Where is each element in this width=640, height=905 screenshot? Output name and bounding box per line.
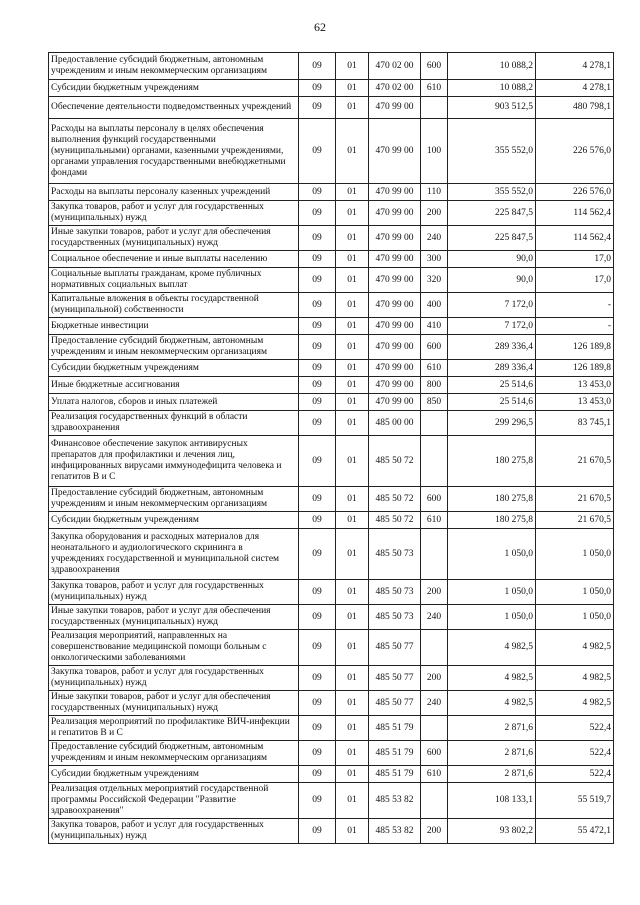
table-row [49,318,614,335]
planned-amount-cell: 4 982,5 [448,630,536,666]
expense-type-cell: 100 [421,119,448,184]
expense-type-cell: 600 [421,487,448,512]
section-code-cell: 09 [299,487,336,512]
executed-amount-cell: - [536,293,614,318]
planned-amount-cell: 108 133,1 [448,783,536,819]
planned-amount-cell: 25 514,6 [448,394,536,411]
target-article-cell: 470 99 00 [369,394,421,411]
expense-name-cell: Иные бюджетные ассигнования [49,377,299,394]
executed-amount-cell: 4 278,1 [536,80,614,97]
planned-amount-cell: 2 871,6 [448,766,536,783]
executed-amount-cell: 114 562,4 [536,226,614,251]
subsection-code-cell: 01 [336,691,369,716]
table-row [49,201,614,226]
expense-type-cell [421,436,448,487]
subsection-code-cell: 01 [336,226,369,251]
target-article-cell: 470 99 00 [369,226,421,251]
planned-amount-cell: 225 847,5 [448,226,536,251]
section-code-cell: 09 [299,716,336,741]
target-article-cell: 485 50 77 [369,666,421,691]
subsection-code-cell: 01 [336,487,369,512]
expense-type-cell: 200 [421,819,448,844]
expense-name-cell: Реализация мероприятий, направленных на совершенствование медицинской помощи больным с онкологическими заболеваниями [49,630,299,666]
subsection-code-cell: 01 [336,666,369,691]
table-row [49,716,614,741]
subsection-code-cell: 01 [336,436,369,487]
expense-type-cell [421,783,448,819]
target-article-cell: 485 50 72 [369,512,421,529]
section-code-cell: 09 [299,119,336,184]
executed-amount-cell: 1 050,0 [536,580,614,605]
table-row [49,487,614,512]
table-row [49,97,614,119]
table-row [49,766,614,783]
target-article-cell: 470 99 00 [369,184,421,201]
table-row [49,529,614,580]
section-code-cell: 09 [299,226,336,251]
expense-type-cell [421,411,448,436]
expense-name-cell: Субсидии бюджетным учреждениям [49,512,299,529]
target-article-cell: 470 99 00 [369,335,421,360]
expense-name-cell: Социальное обеспечение и иные выплаты населению [49,251,299,268]
table-row [49,119,614,184]
planned-amount-cell: 2 871,6 [448,716,536,741]
target-article-cell: 485 50 77 [369,630,421,666]
expense-type-cell: 240 [421,226,448,251]
executed-amount-cell: 4 278,1 [536,53,614,80]
expense-type-cell [421,630,448,666]
section-code-cell: 09 [299,783,336,819]
planned-amount-cell: 25 514,6 [448,377,536,394]
expense-name-cell: Субсидии бюджетным учреждениям [49,80,299,97]
expense-name-cell: Предоставление субсидий бюджетным, автономным учреждениям и иным некоммерческим организациям [49,335,299,360]
section-code-cell: 09 [299,268,336,293]
expense-name-cell: Предоставление субсидий бюджетным, автономным учреждениям и иным некоммерческим организациям [49,487,299,512]
table-row [49,691,614,716]
expense-name-cell: Предоставление субсидий бюджетным, автономным учреждениям и иным некоммерческим организациям [49,53,299,80]
executed-amount-cell: 55 519,7 [536,783,614,819]
expense-name-cell: Реализация государственных функций в области здравоохранения [49,411,299,436]
planned-amount-cell: 4 982,5 [448,666,536,691]
section-code-cell: 09 [299,394,336,411]
table-row [49,783,614,819]
expense-name-cell: Бюджетные инвестиции [49,318,299,335]
subsection-code-cell: 01 [336,819,369,844]
executed-amount-cell: 21 670,5 [536,436,614,487]
target-article-cell: 485 50 73 [369,605,421,630]
subsection-code-cell: 01 [336,377,369,394]
executed-amount-cell: 226 576,0 [536,119,614,184]
executed-amount-cell: 126 189,8 [536,335,614,360]
expense-type-cell: 600 [421,741,448,766]
executed-amount-cell: 17,0 [536,268,614,293]
subsection-code-cell: 01 [336,529,369,580]
expense-name-cell: Закупка товаров, работ и услуг для государственных (муниципальных) нужд [49,666,299,691]
expense-type-cell: 320 [421,268,448,293]
subsection-code-cell: 01 [336,335,369,360]
planned-amount-cell: 903 512,5 [448,97,536,119]
section-code-cell: 09 [299,605,336,630]
section-code-cell: 09 [299,436,336,487]
executed-amount-cell: 522,4 [536,766,614,783]
target-article-cell: 485 50 73 [369,529,421,580]
planned-amount-cell: 180 275,8 [448,487,536,512]
target-article-cell: 470 99 00 [369,201,421,226]
table-row [49,377,614,394]
subsection-code-cell: 01 [336,293,369,318]
expense-name-cell: Расходы на выплаты персоналу казенных учреждений [49,184,299,201]
planned-amount-cell: 10 088,2 [448,80,536,97]
expense-name-cell: Социальные выплаты гражданам, кроме публичных нормативных социальных выплат [49,268,299,293]
target-article-cell: 485 50 72 [369,436,421,487]
executed-amount-cell: 522,4 [536,716,614,741]
planned-amount-cell: 1 050,0 [448,529,536,580]
expense-name-cell: Субсидии бюджетным учреждениям [49,360,299,377]
planned-amount-cell: 4 982,5 [448,691,536,716]
planned-amount-cell: 355 552,0 [448,119,536,184]
subsection-code-cell: 01 [336,201,369,226]
executed-amount-cell: 13 453,0 [536,394,614,411]
section-code-cell: 09 [299,184,336,201]
section-code-cell: 09 [299,766,336,783]
section-code-cell: 09 [299,741,336,766]
expense-type-cell: 800 [421,377,448,394]
target-article-cell: 470 99 00 [369,268,421,293]
expense-type-cell [421,716,448,741]
expense-name-cell: Предоставление субсидий бюджетным, автономным учреждениям и иным некоммерческим организациям [49,741,299,766]
table-row [49,436,614,487]
target-article-cell: 470 99 00 [369,251,421,268]
subsection-code-cell: 01 [336,119,369,184]
expense-name-cell: Иные закупки товаров, работ и услуг для обеспечения государственных (муниципальных) нужд [49,226,299,251]
section-code-cell: 09 [299,377,336,394]
target-article-cell: 485 50 77 [369,691,421,716]
expense-type-cell: 400 [421,293,448,318]
subsection-code-cell: 01 [336,512,369,529]
executed-amount-cell: 522,4 [536,741,614,766]
expense-type-cell: 610 [421,766,448,783]
target-article-cell: 470 99 00 [369,97,421,119]
expense-type-cell: 200 [421,201,448,226]
target-article-cell: 485 50 73 [369,580,421,605]
subsection-code-cell: 01 [336,783,369,819]
expense-name-cell: Закупка товаров, работ и услуг для государственных (муниципальных) нужд [49,819,299,844]
target-article-cell: 485 50 72 [369,487,421,512]
target-article-cell: 485 53 82 [369,819,421,844]
planned-amount-cell: 90,0 [448,251,536,268]
target-article-cell: 470 02 00 [369,80,421,97]
page-number: 62 [314,20,326,34]
table-row [49,512,614,529]
table-row [49,666,614,691]
target-article-cell: 485 51 79 [369,766,421,783]
expense-name-cell: Закупка товаров, работ и услуг для государственных (муниципальных) нужд [49,580,299,605]
subsection-code-cell: 01 [336,53,369,80]
target-article-cell: 485 53 82 [369,783,421,819]
section-code-cell: 09 [299,360,336,377]
planned-amount-cell: 225 847,5 [448,201,536,226]
executed-amount-cell: 83 745,1 [536,411,614,436]
executed-amount-cell: 21 670,5 [536,487,614,512]
subsection-code-cell: 01 [336,360,369,377]
target-article-cell: 470 99 00 [369,293,421,318]
section-code-cell: 09 [299,293,336,318]
expense-type-cell: 300 [421,251,448,268]
target-article-cell: 470 99 00 [369,318,421,335]
executed-amount-cell: 4 982,5 [536,691,614,716]
section-code-cell: 09 [299,819,336,844]
executed-amount-cell: 4 982,5 [536,666,614,691]
expense-name-cell: Реализация отдельных мероприятий государственной программы Российской Федерации "Развитие здравоохранения" [49,783,299,819]
expense-name-cell: Закупка оборудования и расходных материалов для неонатального и аудиологического скрининга в учреждениях государственной и муниципальной систем здравоохранения [49,529,299,580]
executed-amount-cell: 4 982,5 [536,630,614,666]
executed-amount-cell: 17,0 [536,251,614,268]
executed-amount-cell: 1 050,0 [536,605,614,630]
table-row [49,411,614,436]
expense-type-cell: 610 [421,512,448,529]
target-article-cell: 470 02 00 [369,53,421,80]
subsection-code-cell: 01 [336,716,369,741]
planned-amount-cell: 289 336,4 [448,360,536,377]
subsection-code-cell: 01 [336,411,369,436]
expense-type-cell: 110 [421,184,448,201]
subsection-code-cell: 01 [336,766,369,783]
section-code-cell: 09 [299,201,336,226]
expense-name-cell: Капитальные вложения в объекты государственной (муниципальной) собственности [49,293,299,318]
expense-name-cell: Иные закупки товаров, работ и услуг для обеспечения государственных (муниципальных) нужд [49,605,299,630]
section-code-cell: 09 [299,335,336,360]
expense-name-cell: Уплата налогов, сборов и иных платежей [49,394,299,411]
section-code-cell: 09 [299,411,336,436]
subsection-code-cell: 01 [336,318,369,335]
executed-amount-cell: 480 798,1 [536,97,614,119]
table-row [49,268,614,293]
subsection-code-cell: 01 [336,580,369,605]
table-row [49,226,614,251]
section-code-cell: 09 [299,580,336,605]
expense-type-cell: 410 [421,318,448,335]
target-article-cell: 485 51 79 [369,716,421,741]
planned-amount-cell: 1 050,0 [448,605,536,630]
executed-amount-cell: 1 050,0 [536,529,614,580]
table-row [49,80,614,97]
expense-type-cell: 610 [421,360,448,377]
section-code-cell: 09 [299,80,336,97]
planned-amount-cell: 90,0 [448,268,536,293]
expense-name-cell: Субсидии бюджетным учреждениям [49,766,299,783]
expense-name-cell: Финансовое обеспечение закупок антивирусных препаратов для профилактики и лечения лиц, инфицированных вирусами иммунодефицита человека и гепатитов B и C [49,436,299,487]
planned-amount-cell: 7 172,0 [448,318,536,335]
table-row [49,394,614,411]
subsection-code-cell: 01 [336,741,369,766]
expense-type-cell: 850 [421,394,448,411]
subsection-code-cell: 01 [336,184,369,201]
planned-amount-cell: 1 050,0 [448,580,536,605]
executed-amount-cell: 13 453,0 [536,377,614,394]
table-row [49,251,614,268]
expense-type-cell: 240 [421,605,448,630]
planned-amount-cell: 93 802,2 [448,819,536,844]
executed-amount-cell: 55 472,1 [536,819,614,844]
expense-type-cell: 600 [421,335,448,360]
section-code-cell: 09 [299,318,336,335]
expense-type-cell: 610 [421,80,448,97]
planned-amount-cell: 10 088,2 [448,53,536,80]
executed-amount-cell: 21 670,5 [536,512,614,529]
section-code-cell: 09 [299,529,336,580]
expense-type-cell [421,97,448,119]
executed-amount-cell: 114 562,4 [536,201,614,226]
expense-type-cell [421,529,448,580]
planned-amount-cell: 180 275,8 [448,436,536,487]
table-row [49,184,614,201]
section-code-cell: 09 [299,97,336,119]
table-row [49,53,614,80]
subsection-code-cell: 01 [336,80,369,97]
table-row [49,360,614,377]
subsection-code-cell: 01 [336,268,369,293]
expense-name-cell: Обеспечение деятельности подведомственных учреждений [49,97,299,119]
section-code-cell: 09 [299,53,336,80]
expense-name-cell: Закупка товаров, работ и услуг для государственных (муниципальных) нужд [49,201,299,226]
expense-name-cell: Реализация мероприятий по профилактике ВИЧ-инфекции и гепатитов B и C [49,716,299,741]
expense-type-cell: 240 [421,691,448,716]
planned-amount-cell: 2 871,6 [448,741,536,766]
target-article-cell: 470 99 00 [369,119,421,184]
target-article-cell: 470 99 00 [369,360,421,377]
subsection-code-cell: 01 [336,97,369,119]
section-code-cell: 09 [299,512,336,529]
subsection-code-cell: 01 [336,630,369,666]
table-row [49,580,614,605]
section-code-cell: 09 [299,630,336,666]
executed-amount-cell: - [536,318,614,335]
table-row [49,335,614,360]
subsection-code-cell: 01 [336,251,369,268]
expense-type-cell: 200 [421,666,448,691]
target-article-cell: 485 51 79 [369,741,421,766]
table-row [49,630,614,666]
expense-name-cell: Иные закупки товаров, работ и услуг для обеспечения государственных (муниципальных) нужд [49,691,299,716]
subsection-code-cell: 01 [336,394,369,411]
planned-amount-cell: 289 336,4 [448,335,536,360]
budget-table [48,52,614,844]
table-row [49,605,614,630]
table-row [49,293,614,318]
executed-amount-cell: 226 576,0 [536,184,614,201]
planned-amount-cell: 7 172,0 [448,293,536,318]
executed-amount-cell: 126 189,8 [536,360,614,377]
planned-amount-cell: 355 552,0 [448,184,536,201]
planned-amount-cell: 180 275,8 [448,512,536,529]
expense-type-cell: 600 [421,53,448,80]
subsection-code-cell: 01 [336,605,369,630]
expense-name-cell: Расходы на выплаты персоналу в целях обеспечения выполнения функций государственными (муниципальными) органами, казенными учреждениями, органами управления государственными внебюджетными фондами [49,119,299,184]
target-article-cell: 470 99 00 [369,377,421,394]
target-article-cell: 485 00 00 [369,411,421,436]
table-row [49,819,614,844]
section-code-cell: 09 [299,666,336,691]
section-code-cell: 09 [299,691,336,716]
planned-amount-cell: 299 296,5 [448,411,536,436]
table-row [49,741,614,766]
section-code-cell: 09 [299,251,336,268]
expense-type-cell: 200 [421,580,448,605]
